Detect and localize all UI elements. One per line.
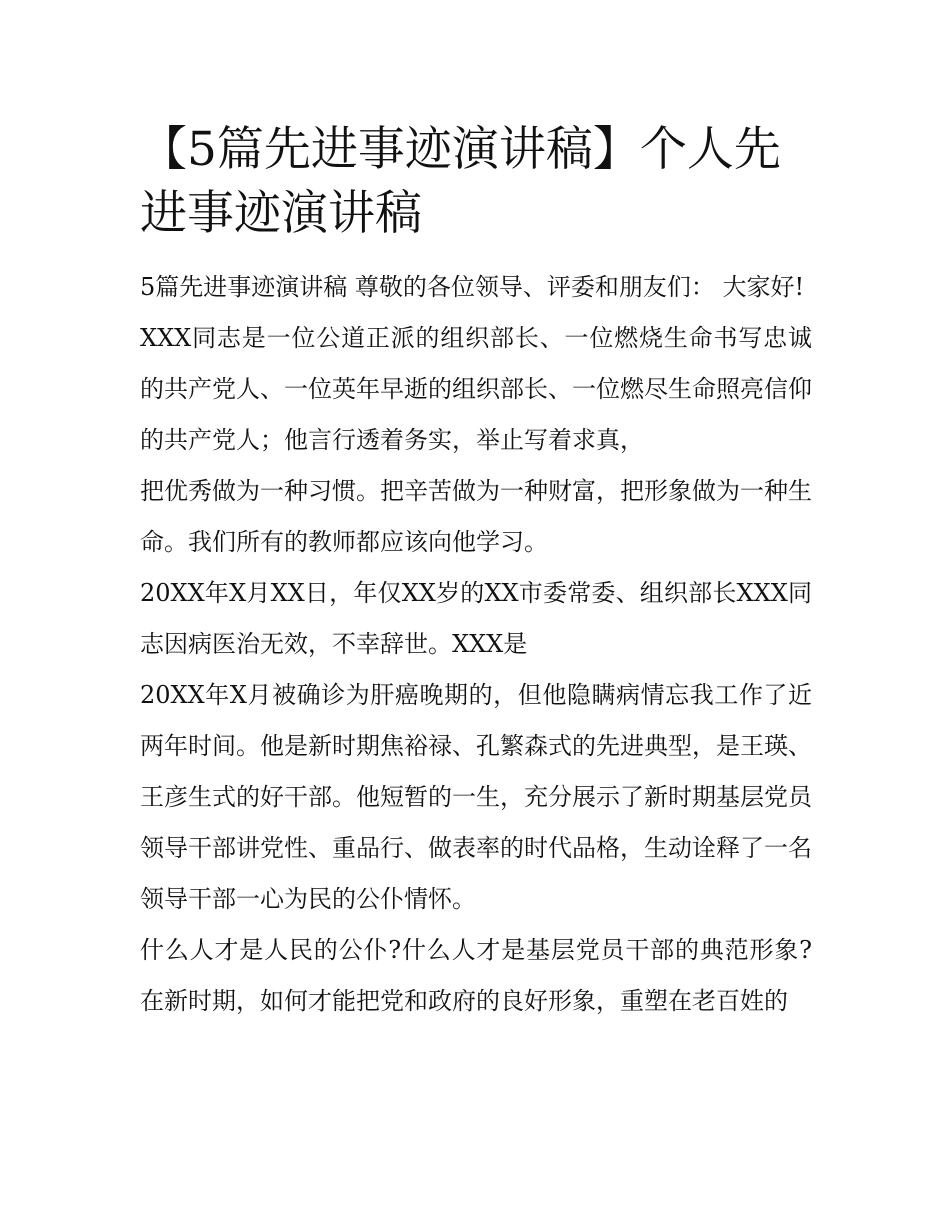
paragraph: 把优秀做为一种习惯。把辛苦做为一种财富，把形象做为一种生命。我们所有的教师都应该向他学习。: [140, 477, 812, 556]
paragraph: 什么人才是人民的公仆?什么人才是基层党员干部的典范形象?在新时期，如何才能把党和政府的良好形象，重塑在老百姓的: [140, 936, 812, 1015]
document-page: [140, 118, 812, 1027]
document-body: [140, 262, 812, 1027]
paragraph: 20XX年X月被确诊为肝癌晚期的，但他隐瞒病情忘我工作了近两年时间。他是新时期焦裕禄、孔繁森式的先进典型，是王瑛、王彦生式的好干部。他短暂的一生，充分展示了新时期基层党员领导干部讲党性、重品行、做表率的时代品格，生动诠释了一名领导干部一心为民的公仆情怀。: [140, 681, 812, 913]
paragraph: 20XX年X月XX日，年仅XX岁的XX市委常委、组织部长XXX同志因病医治无效，不幸辞世。XXX是: [140, 579, 812, 658]
paragraph: XXX同志是一位公道正派的组织部长、一位燃烧生命书写忠诚的共产党人、一位英年早逝的组织部长、一位燃尽生命照亮信仰的共产党人；他言行透着务实，举止写着求真，: [140, 324, 812, 454]
paragraph: 5篇先进事迹演讲稿 尊敬的各位领导、评委和朋友们： 大家好!: [140, 273, 805, 301]
document-title: 【5篇先进事迹演讲稿】个人先进事迹演讲稿: [140, 122, 781, 241]
